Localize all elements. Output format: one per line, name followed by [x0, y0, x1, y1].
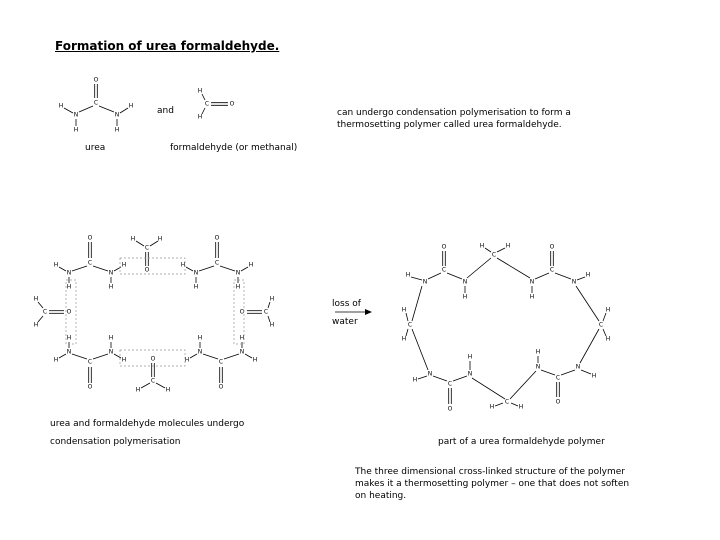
atom-c: C — [555, 374, 561, 382]
atom-h: H — [591, 372, 597, 380]
atom-h: H — [252, 356, 258, 364]
atom-c: C — [214, 259, 220, 267]
bond — [190, 354, 197, 358]
bond — [541, 370, 555, 375]
bond — [485, 248, 491, 252]
atom-h: H — [529, 293, 535, 301]
atom-h: H — [462, 293, 468, 301]
atom-n: N — [571, 278, 577, 286]
atom-h: H — [157, 235, 163, 243]
bond — [72, 354, 87, 359]
atom-h: H — [108, 334, 114, 342]
atom-n: N — [427, 370, 433, 378]
left-caption-line-2: condensation polymerisation — [50, 437, 181, 447]
bond — [406, 329, 408, 336]
bond — [93, 266, 108, 271]
bottom-text-line-1: The three dimensional cross-linked structure of the polymer — [355, 467, 625, 477]
arrow-label-line-2: water — [332, 317, 358, 327]
bond — [241, 267, 248, 271]
bond — [603, 329, 606, 336]
atom-o: O — [555, 398, 561, 406]
bond — [555, 273, 571, 279]
atom-c: C — [93, 99, 99, 107]
bond — [428, 273, 441, 279]
atom-o: O — [87, 383, 93, 391]
bond — [412, 286, 422, 321]
atom-n: N — [239, 348, 245, 356]
bond — [497, 258, 530, 278]
bond — [38, 302, 43, 308]
bond — [79, 106, 93, 112]
atom-h: H — [401, 306, 407, 314]
atom-c: C — [549, 266, 555, 274]
bond — [495, 403, 503, 406]
atom-c: C — [407, 321, 413, 329]
atom-c: C — [218, 358, 224, 366]
atom-h: H — [585, 271, 591, 279]
atom-h: H — [197, 87, 203, 95]
atom-h: H — [193, 283, 199, 291]
bond — [245, 354, 252, 358]
bond — [411, 277, 422, 280]
atom-h: H — [467, 353, 473, 361]
bond — [141, 383, 150, 388]
bond — [510, 371, 536, 399]
atom-h: H — [412, 376, 418, 384]
atom-h: H — [121, 261, 127, 269]
bond — [433, 376, 447, 381]
page-title: Formation of urea formaldehyde. — [55, 39, 280, 53]
atom-c: C — [87, 259, 93, 267]
atom-h: H — [53, 261, 59, 269]
bond — [224, 354, 239, 359]
formaldehyde-label: formaldehyde (or methanal) — [170, 143, 298, 153]
atom-n: N — [73, 111, 79, 119]
atom-n: N — [467, 370, 473, 378]
atom-c: C — [447, 380, 453, 388]
atom-o: O — [549, 243, 555, 251]
atom-n: N — [108, 348, 114, 356]
atom-h: H — [66, 334, 72, 342]
bond — [497, 248, 505, 252]
and-label: and — [157, 106, 174, 116]
bond — [202, 94, 205, 100]
bond — [467, 258, 491, 278]
atom-n: N — [462, 278, 468, 286]
atom-n: N — [66, 348, 72, 356]
urea-label: urea — [85, 143, 106, 153]
atom-h: H — [66, 283, 72, 291]
arrow-label-line-1: loss of — [332, 299, 361, 309]
atom-n: N — [235, 269, 241, 277]
atom-h: H — [269, 295, 275, 303]
atom-h: H — [135, 386, 141, 394]
atom-c: C — [491, 251, 497, 259]
atom-h: H — [128, 102, 134, 110]
atom-h: H — [184, 356, 190, 364]
atom-h: H — [73, 126, 79, 134]
atom-h: H — [180, 261, 186, 269]
bond — [38, 316, 43, 322]
bond — [156, 383, 165, 388]
atom-n: N — [529, 278, 535, 286]
bond — [406, 313, 408, 321]
atom-h: H — [58, 102, 64, 110]
atom-h: H — [489, 403, 495, 411]
bottom-text-line-2: makes it a thermosetting polymer – one that does not soften — [355, 479, 630, 489]
atom-n: N — [575, 363, 581, 371]
atom-c: C — [441, 266, 447, 274]
bond — [581, 370, 591, 374]
atom-h: H — [197, 334, 203, 342]
bond — [603, 313, 606, 321]
atom-h: H — [165, 386, 171, 394]
atom-h: H — [269, 321, 275, 329]
atom-o: O — [218, 383, 224, 391]
atom-h: H — [108, 283, 114, 291]
bond — [577, 277, 585, 280]
atom-c: C — [598, 321, 604, 329]
atom-c: C — [504, 398, 510, 406]
left-caption-line-1: urea and formaldehyde molecules undergo — [50, 419, 245, 429]
atom-h: H — [401, 335, 407, 343]
atom-h: H — [239, 334, 245, 342]
bond — [418, 376, 427, 379]
atom-c: C — [263, 308, 269, 316]
atom-n: N — [535, 363, 541, 371]
atom-c: C — [42, 308, 48, 316]
atom-n: N — [422, 278, 428, 286]
bond — [220, 266, 235, 271]
bond — [150, 241, 158, 246]
bond — [453, 376, 467, 381]
atom-c: C — [87, 358, 93, 366]
atom-h: H — [605, 306, 611, 314]
bond — [199, 266, 214, 271]
atom-h: H — [197, 113, 203, 121]
atom-o: O — [214, 234, 220, 242]
bond — [511, 403, 518, 406]
bond — [472, 378, 505, 399]
bond — [268, 302, 270, 308]
bond — [412, 329, 428, 370]
atom-c: C — [204, 100, 210, 108]
atom-n: N — [66, 269, 72, 277]
bond — [59, 354, 66, 358]
atom-h: H — [505, 242, 511, 250]
atom-o: O — [229, 100, 235, 108]
atom-h: H — [33, 321, 39, 329]
bond — [72, 266, 87, 271]
atom-o: O — [66, 308, 72, 316]
atom-n: N — [197, 348, 203, 356]
atom-h: H — [535, 348, 541, 356]
bond — [203, 354, 218, 359]
bond — [93, 354, 108, 359]
atom-h: H — [130, 235, 136, 243]
atom-h: H — [605, 335, 611, 343]
atom-h: H — [235, 283, 241, 291]
bond — [59, 267, 66, 271]
atom-h: H — [33, 295, 39, 303]
atom-h: H — [518, 403, 524, 411]
bond — [186, 267, 193, 271]
bond — [580, 329, 599, 363]
atom-h: H — [248, 261, 254, 269]
atom-h: H — [114, 126, 120, 134]
bond — [576, 286, 599, 321]
bond — [202, 108, 205, 114]
water-loss-box — [120, 258, 185, 274]
atom-o: O — [447, 405, 453, 413]
bond — [120, 108, 128, 113]
description-line-2: thermosetting polymer called urea formaldehyde. — [337, 120, 562, 130]
atom-h: H — [121, 356, 127, 364]
bond — [136, 241, 144, 246]
bond — [561, 370, 575, 375]
bond — [64, 108, 73, 113]
atom-h: H — [405, 271, 411, 279]
atom-o: O — [93, 76, 99, 84]
description-line-1: can undergo condensation polymerisation to form a — [337, 108, 571, 118]
atom-o: O — [441, 243, 447, 251]
atom-n: N — [108, 269, 114, 277]
atom-c: C — [144, 244, 150, 252]
atom-c: C — [150, 377, 156, 385]
reaction-arrow-head — [365, 309, 372, 315]
atom-n: N — [114, 111, 120, 119]
bottom-text-line-3: on heating. — [355, 491, 407, 501]
atom-o: O — [239, 308, 245, 316]
atom-n: N — [193, 269, 199, 277]
right-caption: part of a urea formaldehyde polymer — [438, 437, 605, 447]
atom-h: H — [479, 242, 485, 250]
bond — [535, 273, 549, 279]
atom-h: H — [53, 356, 59, 364]
atom-o: O — [87, 234, 93, 242]
bond — [447, 273, 462, 279]
atom-o: O — [144, 266, 150, 274]
bond — [99, 106, 114, 112]
atom-o: O — [150, 355, 156, 363]
